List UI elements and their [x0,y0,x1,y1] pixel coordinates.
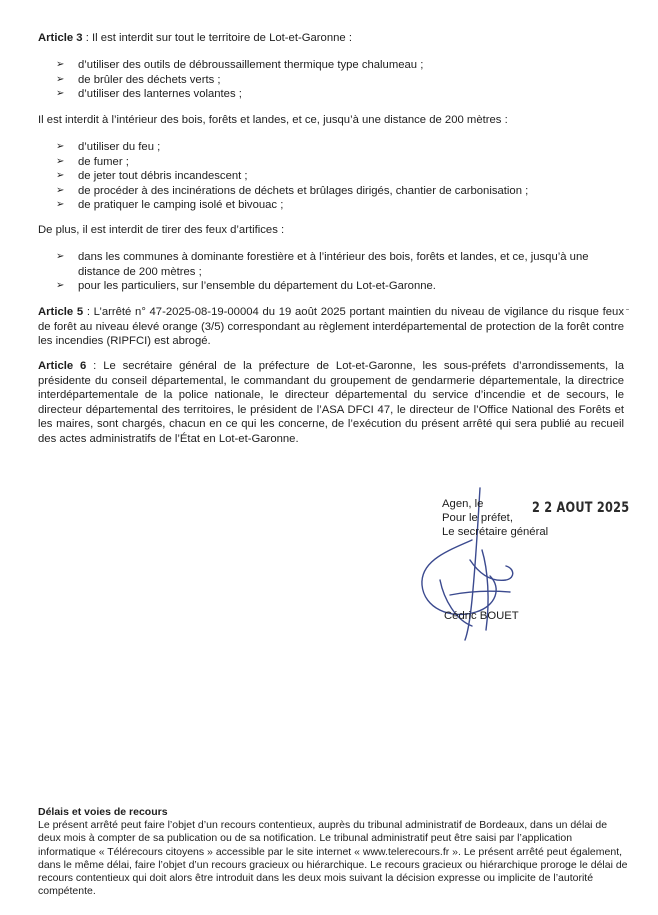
list-item: ➢ pour les particuliers, sur l’ensemble du département du Lot-et-Garonne. [56,280,436,293]
article-3-intro: Article 3 : Il est interdit sur tout le territoire de Lot-et-Garonne : [38,32,352,44]
signature-for-line: Pour le préfet, [442,512,513,524]
list-item: ➢ d’utiliser des outils de débroussaillement thermique type chalumeau ; [56,59,424,71]
arrow-bullet-icon: ➢ [56,59,65,70]
arrow-bullet-icon: ➢ [56,280,65,292]
signatory-name: Cédric BOUET [444,610,519,622]
arrow-bullet-icon: ➢ [56,73,65,85]
list-item: ➢ de procéder à des incinérations de déchets et brûlages dirigés, chantier de carbonisation ; [56,184,529,197]
list-item: ➢ de pratiquer le camping isolé et bivouac ; [56,199,284,212]
scan-mark [626,309,629,310]
recours-title: Délais et voies de recours [38,806,168,818]
article-5: Article 5 : L’arrêté n° 47-2025-08-19-00004 du 19 août 2025 portant maintien du niveau de vigilance du risque feux de forêt au niveau élevé orange (3/5) correspondant au règlement interdépartemental de protection de la forêt contre les incendies (RIPFCI) est abrogé. [38,306,624,348]
forest-list [56,140,626,213]
list-item: ➢ d’utiliser des lanternes volantes ; [56,88,242,101]
arrow-bullet-icon: ➢ [56,199,65,211]
article-3-label: Article 3 [38,32,83,44]
arrow-bullet-icon: ➢ [56,170,65,182]
list-item: ➢ de brûler des déchets verts ; [56,73,221,86]
article-6: Article 6 : Le secrétaire général de la préfecture de Lot-et-Garonne, les sous-préfets d’arrondissements, la présidente du conseil départemental, le commandant du groupement de gendarmerie départementale, la directrice interdépartementale de la police nationale, le directeur départemental du service d’incendie et de secours, le directeur départemental des territoires, le président de l’ASA DFCI 47, le directeur de l’Office National des Forêts et les maires, sont chargés, chacun en ce qui les concerne, de l’exécution du présent arrêté qui sera publié au recueil des actes administratifs de l’État en Lot-et-Garonne. [38,360,624,445]
list-item: ➢ de jeter tout débris incandescent ; [56,170,248,183]
list-item: ➢ dans les communes à dominante forestière et à l’intérieur des bois, forêts et landes, et ce, jusqu’à une distance de 200 mètres ; [56,251,589,278]
signature-place: Agen, le [442,498,484,510]
fireworks-intro: De plus, il est interdit de tirer des feux d’artifices : [38,224,285,236]
article-3-list [56,58,626,102]
arrow-bullet-icon: ➢ [56,251,65,262]
arrow-bullet-icon: ➢ [56,155,65,167]
list-item: ➢ de fumer ; [56,155,129,168]
list-item: ➢ d’utiliser du feu ; [56,141,161,153]
arrow-bullet-icon: ➢ [56,141,65,152]
date-stamp: 2 2 AOUT 2025 [532,500,630,516]
article-5-label: Article 5 [38,306,84,318]
fireworks-list [56,250,626,294]
signature-role: Le secrétaire général [442,526,549,538]
arrow-bullet-icon: ➢ [56,88,65,100]
article-6-label: Article 6 [38,360,87,372]
recours-text: Le présent arrêté peut faire l’objet d’un recours contentieux, auprès du tribunal administratif de Bordeaux, dans un délai de deux mois à compter de sa publication ou de sa notification. Le tribunal administratif peut être saisi par l’application informatique « Télérecours citoyens » accessible par le site internet « www.telerecours.fr ». Le présent arrêté peut également, dans le même délai, faire l’objet d’un recours gracieux ou hiérarchique. Le recours gracieux ou hiérarchique proroge le délai de recours contentieux qui doit alors être introduit dans les deux mois suivant la décision expresse ou implicite de l’autorité compétente. [38,819,628,898]
arrow-bullet-icon: ➢ [56,184,65,196]
forest-intro: Il est interdit à l’intérieur des bois, forêts et landes, et ce, jusqu’à une distance de 200 mètres : [38,114,508,126]
